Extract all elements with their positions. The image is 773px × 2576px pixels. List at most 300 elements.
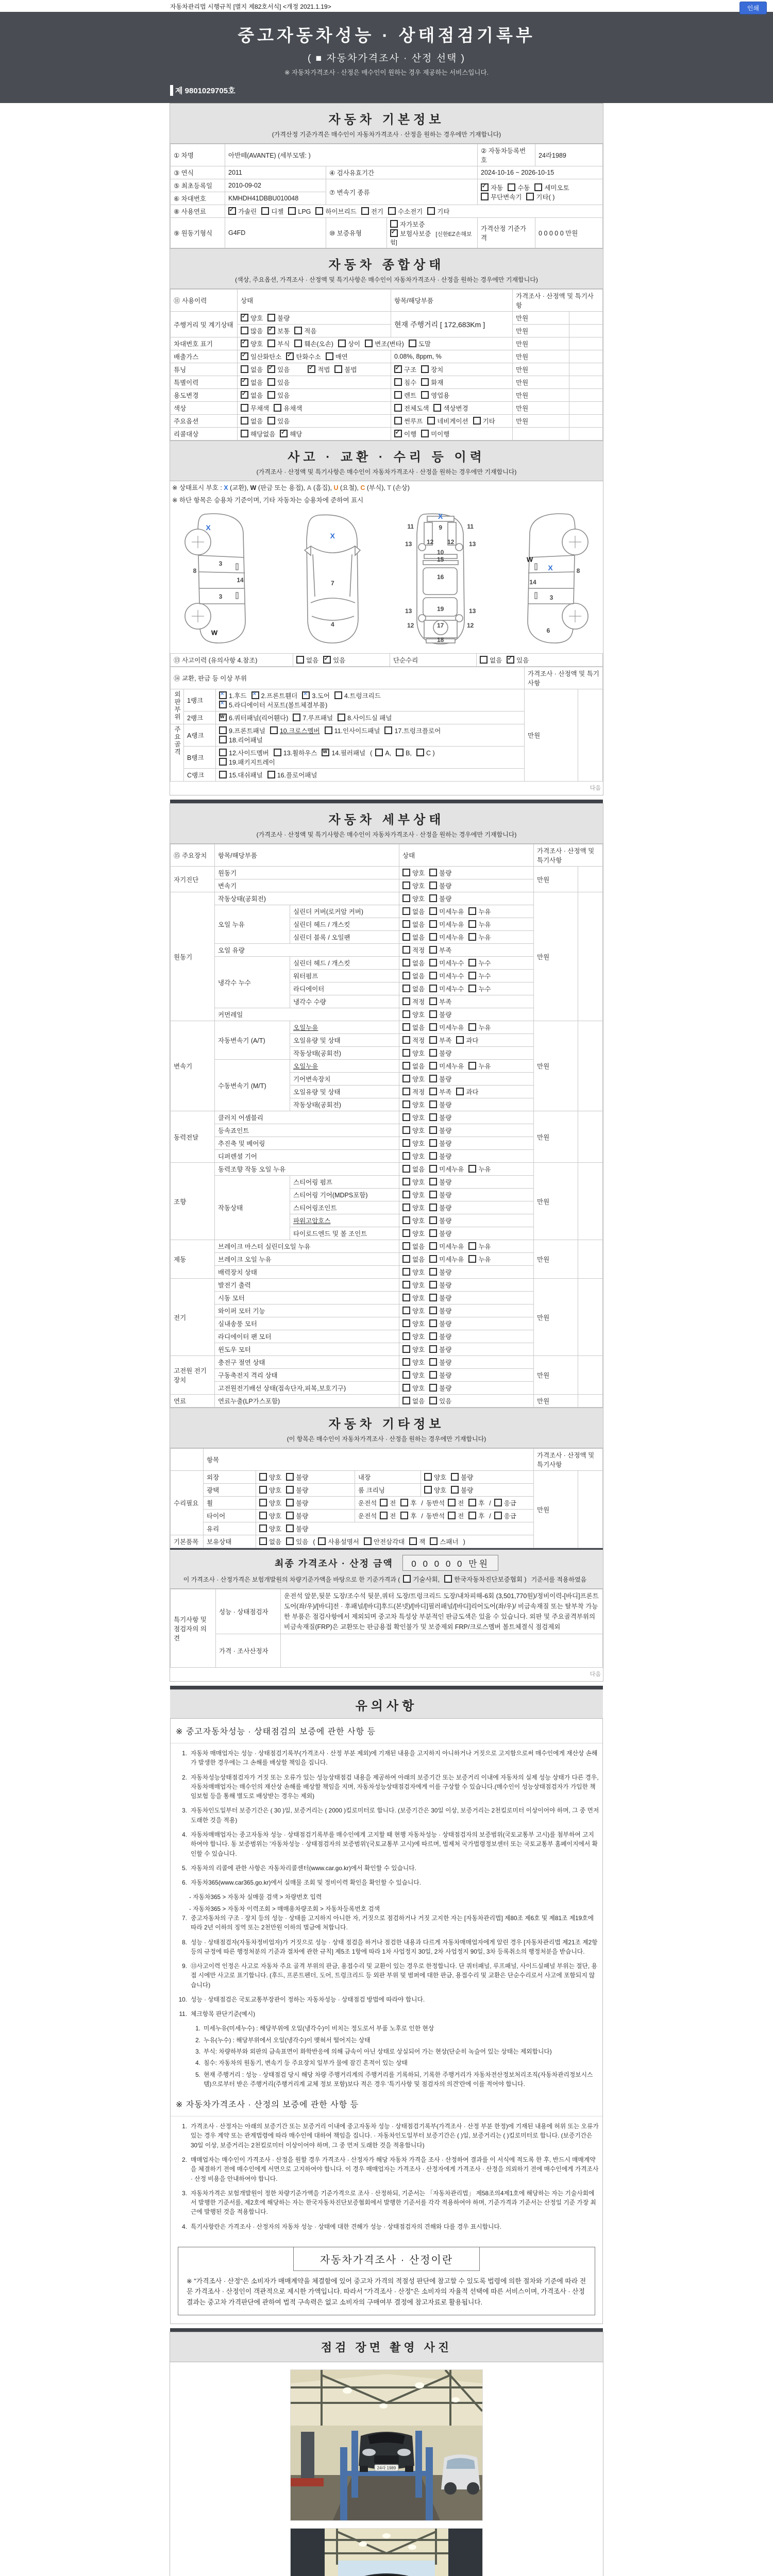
recall-label: 리콜대상 (171, 428, 238, 440)
text: 이 가격조사 · 산정가격은 보험개발원의 차량기준가액을 바탕으로 한 기준가격과 ( (183, 1576, 400, 1583)
checkbox-item (451, 1472, 473, 1482)
checkbox-label: 사용설명서 (328, 1538, 359, 1546)
page-title: 중고자동차성능 · 상태점검기록부 (238, 26, 535, 45)
panel-number: 7 (330, 580, 334, 587)
checkbox-item (402, 1332, 425, 1341)
price-cell: 만원 (534, 1021, 578, 1111)
item-state-options (399, 944, 534, 957)
checkbox-label: 양호 (269, 1500, 282, 1507)
checkbox-item (421, 429, 449, 438)
other-col-blank (171, 1449, 204, 1471)
checkbox (451, 1473, 459, 1481)
page-title-sub: ( ■ 자동차가격조사 · 산정 선택 ) (307, 53, 466, 64)
checkbox-label: 디젤 (271, 208, 284, 215)
checkbox-item (429, 997, 451, 1006)
checkbox-label: 누수 (478, 986, 491, 993)
checkbox (270, 726, 278, 734)
checkbox-item (394, 416, 423, 426)
checkbox (429, 946, 437, 954)
item-state-options (399, 1240, 534, 1253)
checkbox-item (416, 749, 435, 757)
option-label: 주요옵션 (171, 415, 238, 428)
glass-options (256, 1522, 534, 1535)
checkbox (402, 1165, 410, 1173)
device-group-label: 연료 (171, 1395, 215, 1408)
checkbox-item (451, 1485, 473, 1495)
checkbox-label: 미세누유 (439, 908, 464, 916)
checkbox-label: 양호 (412, 883, 425, 890)
checkbox (402, 907, 410, 915)
legend-text: (요철), (338, 484, 361, 492)
checkbox-label: 양호 (412, 1076, 425, 1083)
checkbox-label: 부식 (277, 341, 290, 348)
checkbox (402, 1010, 410, 1018)
checkbox-label: 3.도어 (312, 692, 330, 700)
rank1-label: 1랭크 (184, 689, 216, 711)
checkbox-label: 전 (458, 1500, 464, 1507)
notice-item-text: 자동차365(www.car365.go.kr)에서 실매물 조회 및 정비이력 확인을 확인할 수 있습니다. (191, 1879, 422, 1887)
checkbox (308, 365, 315, 373)
item-state-options (399, 905, 534, 918)
checkbox-label: 있음 (439, 1398, 452, 1405)
checkbox (286, 352, 294, 360)
price-cell: 만원 (513, 376, 569, 389)
checkbox-label: 과다 (466, 1037, 479, 1044)
checkbox (402, 1126, 410, 1134)
mileage-label: 주행거리 및 계기상태 (171, 312, 238, 337)
checkbox-item (338, 713, 392, 722)
checkbox-label: 부족 (439, 1089, 452, 1096)
checkbox (390, 229, 398, 237)
sub-group-label: 오일 누유 (215, 905, 290, 944)
checkbox-item (402, 1319, 425, 1328)
checkbox-label: 있음 (296, 1538, 309, 1546)
checkbox-item (402, 1242, 425, 1251)
item-label: 커먼레일 (215, 1008, 399, 1021)
field-reg-no-label: ② 자동차등록번호 (478, 144, 535, 166)
checkbox-label: 불량 (461, 1487, 474, 1494)
item-state-options (399, 1176, 534, 1189)
checkbox-label: 양호 (412, 1346, 425, 1353)
checkbox (267, 378, 275, 386)
checkbox (394, 430, 402, 437)
checkbox-label: 전기 (371, 208, 383, 215)
notice-sub-item: 2. 누유(누수) : 해당부위에서 오일(냉각수)이 맺혀서 떨어지는 상태 (195, 2036, 371, 2044)
text: ( (313, 1538, 315, 1546)
item-label: 고전원전기배선 상태(접속단자,피복,보호기구) (215, 1382, 399, 1395)
checkbox-item (402, 1139, 425, 1148)
notice-item-text: 자동차인도일부터 보증기간은 ( 30 )일, 보증거리는 ( 2000 )킬로미터로 합니다. (보증기간은 30일 이상, 보증거리는 2천킬로미터 이상이어야 하며, 그 중 먼저 도래한 것을 적용) (191, 1807, 599, 1824)
wheel-positions (355, 1497, 534, 1510)
price-cell: 만원 (513, 363, 569, 376)
checkbox-label: 불량 (439, 1153, 452, 1160)
device-group-label: 조향 (171, 1163, 215, 1240)
overall-col-price: 가격조사 · 산정액 및 특기사항 (513, 290, 603, 312)
other-table (170, 1448, 603, 1548)
checkbox-label: 양호 (412, 1140, 425, 1147)
section-overall (170, 248, 603, 289)
checkbox-label: 양호 (434, 1487, 447, 1494)
rankA-label: A랭크 (184, 724, 216, 747)
checkbox-label: 누수 (478, 973, 491, 980)
notice-subhead-2: ※ 자동차가격조사 · 산정의 보증에 관한 사항 등 (171, 2092, 602, 2116)
checkbox-label: 불량 (296, 1474, 309, 1481)
exchange-price-note (578, 689, 603, 782)
checkbox (473, 417, 481, 425)
checkbox (274, 404, 281, 412)
checkbox (261, 207, 269, 215)
checkbox (429, 1049, 437, 1057)
legend-mark: U (333, 484, 339, 492)
checkbox (219, 771, 227, 778)
price-cell: 만원 (534, 1279, 578, 1356)
checkbox-label: 미이행 (431, 431, 450, 438)
checkbox-item (526, 192, 554, 201)
checkbox-label: 잭 (419, 1538, 426, 1546)
panel-number: 13 (468, 540, 476, 548)
checkbox-item (402, 1177, 425, 1187)
checkbox (402, 959, 410, 967)
checkbox-label: 불량 (439, 1011, 452, 1019)
checkbox-item (219, 757, 275, 767)
checkbox-item (429, 1074, 451, 1083)
checkbox-item (402, 1048, 425, 1058)
checkbox-label: 불량 (296, 1513, 309, 1520)
price-note-cell (569, 363, 603, 376)
checkbox (429, 1242, 437, 1250)
checkbox-item (334, 691, 381, 700)
field-car-name-label: ① 차명 (171, 144, 225, 166)
field-vin-label: ⑥ 차대번호 (171, 192, 225, 205)
item-state-options (399, 1008, 534, 1021)
checkbox-label: 불량 (439, 1140, 452, 1147)
notice-item-number: 9. (182, 1962, 187, 1970)
checkbox (219, 726, 227, 734)
exterior-label: 외장 (204, 1471, 256, 1484)
checkbox (429, 1126, 437, 1134)
accident-history-row (170, 653, 603, 667)
checkbox-item (380, 1511, 396, 1520)
checkbox-item (402, 1255, 425, 1264)
checkbox (267, 340, 275, 347)
checkbox (481, 183, 489, 191)
checkbox-label: 후 (478, 1500, 485, 1507)
checkbox-item (402, 958, 425, 968)
final-price-label: 최종 가격조사 · 산정 금액 (274, 1558, 393, 1569)
checkbox (402, 1332, 410, 1340)
panel-number: 3 (219, 560, 223, 567)
item-label: 클러치 어셈블리 (215, 1111, 399, 1124)
vin-mark-options (238, 337, 513, 350)
checkbox-item (468, 1061, 491, 1071)
checkbox-label: 불량 (439, 883, 452, 890)
device-group-label: 전기 (171, 1279, 215, 1356)
checkbox-item (228, 207, 257, 216)
checkbox-item (468, 1511, 484, 1520)
legend-mark: W (250, 484, 257, 492)
checkbox (429, 1178, 437, 1185)
checkbox-item (429, 1370, 451, 1380)
price-cell: 만원 (513, 325, 569, 337)
panel-number: 13 (405, 540, 412, 548)
checkbox-label: 17.트렁크플로어 (394, 727, 441, 735)
checkbox (402, 1023, 410, 1031)
checkbox-label: 불량 (439, 1179, 452, 1186)
legend-text: (부식), (365, 484, 388, 492)
checkbox-item (241, 352, 281, 361)
price-note-cell (569, 337, 603, 350)
checkbox-label: 없음 (412, 1398, 425, 1405)
checkbox-item (302, 691, 330, 700)
checkbox (251, 691, 259, 699)
checkbox-item (259, 1485, 281, 1495)
checkbox-item (444, 1574, 526, 1584)
item-label: 발전기 출력 (215, 1279, 399, 1292)
notice-item (174, 1913, 599, 1933)
special-history-type (391, 376, 513, 389)
checkbox (293, 714, 300, 721)
checkbox (468, 907, 476, 915)
checkbox-item (394, 429, 416, 438)
checkbox (241, 352, 248, 360)
checkbox-label: 불량 (296, 1487, 309, 1494)
field-inspection-label: ④ 검사유효기간 (326, 166, 478, 179)
price-cell: 만원 (534, 1240, 578, 1279)
option-options (238, 415, 391, 428)
checkbox (429, 894, 437, 902)
checkbox-item (468, 1255, 491, 1264)
checkbox-label: 양호 (412, 1230, 425, 1238)
checkbox (429, 1332, 437, 1340)
panel-number: 18 (436, 636, 444, 643)
checkbox (380, 1499, 388, 1506)
checkbox (241, 314, 248, 321)
checkbox-item (402, 1396, 425, 1405)
glass-label: 유리 (204, 1522, 256, 1535)
checkbox-label: 1.후드 (229, 692, 247, 700)
panel-number: 14 (529, 579, 536, 586)
field-first-reg-label: ⑤ 최초등록일 (171, 179, 225, 192)
item-label: 추진축 및 베어링 (215, 1137, 399, 1150)
checkbox-label: 불량 (439, 1359, 452, 1366)
checkbox-label: 수소전기 (397, 208, 423, 215)
checkbox (429, 972, 437, 979)
sub-group-label: 자동변속기 (A/T) (215, 1021, 290, 1060)
checkbox-item (267, 339, 290, 348)
checkbox (365, 340, 373, 347)
checkbox-label: 불량 (439, 1192, 452, 1199)
checkbox (429, 1036, 437, 1044)
checkbox (286, 1499, 294, 1506)
checkbox-item (429, 984, 464, 993)
checkbox-item (448, 1511, 464, 1520)
item-state-options (399, 1111, 534, 1124)
notice-sub-item: 3. 부식: 차량하부와 외판의 금속표면이 화학반응에 의해 금속이 아닌 상태로 상실되어 가는 현상(단순히 녹슬어 있는 상태는 제외합니다) (195, 2048, 552, 2056)
print-button[interactable]: 인쇄 (740, 2, 767, 14)
checkbox (241, 365, 248, 373)
remarks-side-label: 특기사항 및 점검자의 의견 (171, 1589, 216, 1668)
checkbox (429, 1281, 437, 1289)
checkbox-item (318, 1537, 359, 1546)
notice-item-text: 가격조사 · 산정자는 아래의 보증기간 또는 보증거리 이내에 중고자동차 성능 · 상태점검기록부(가격조사 · 산정 부분 한정)에 기재된 내용에 허위 또는 오류가 있는 경우 계약 또는 관계법령에 따라 매수인에 대하여 책임을 집니다. · 자동차인도일부터 보증기간은 ( )일, 보증거리는 ( )킬로미터로 합니다. (보증기간은 30일 이상, 보증거리는 2천킬로미터 이상이어야 하며, 그 중 먼저 도래한 것을 적용합니다) (191, 2123, 599, 2149)
item-label: 실린더 블록 / 오일팬 (290, 931, 399, 944)
checkbox-item (508, 183, 530, 192)
checkbox-item (429, 1280, 451, 1290)
checkbox-label: 있음 (277, 366, 290, 374)
item-state-options (399, 1214, 534, 1227)
item-label: 원동기 (215, 867, 399, 879)
section-other (170, 1408, 603, 1448)
sub-group-label: 수동변속기 (M/T) (215, 1060, 290, 1111)
section-photos-title: 점검 장면 촬영 사진 (321, 2341, 452, 2354)
checkbox (429, 1268, 437, 1276)
checkbox-item (402, 1074, 425, 1083)
checkbox-label: 5.라디에이터 서포트(볼트체결부품) (229, 702, 328, 709)
checkbox-item (296, 655, 318, 665)
item-label: 파워고압호스 (290, 1214, 399, 1227)
overall-table (170, 289, 603, 440)
checkbox (421, 391, 429, 399)
section-notice-title: 유의사항 (355, 1699, 418, 1713)
other-price-note (578, 1471, 603, 1548)
checkbox-item (429, 1023, 464, 1032)
item-state-options (399, 1382, 534, 1395)
notice-item-text: 자동차성능상태점검자가 거짓 또는 오류가 있는 성능상태점검 내용을 제공하여 아래의 보증기간 또는 보증거리 이내에 자동차의 실제 성능 상태가 다른 경우, 자동차매매업자는 매수인의 재산상 손해를 배상할 책임을 지며, 자동차성능상태점검자에게 이를 구상할 수 있습니다.(매수인이 성능상태점검자가 가입한 책임보험 등을 통해 별도로 배상받는 경우는 제외) (191, 1773, 599, 1800)
checkbox-label: 없음 (412, 934, 425, 941)
checkbox-item (267, 313, 290, 323)
section-photos (170, 2332, 603, 2362)
notice-item-number: 8. (182, 1938, 187, 1946)
item-state-options (399, 892, 534, 905)
overall-col-usage: ⑪ 사용이력 (171, 290, 238, 312)
checkbox-label: 양호 (412, 1372, 425, 1379)
checkbox (429, 1088, 437, 1095)
checkbox-label: 6.쿼터패널(리어휀다) (229, 715, 289, 722)
checkbox (526, 193, 534, 200)
checkbox-item (429, 945, 451, 955)
appraiser-remarks (281, 1634, 603, 1668)
checkbox (267, 365, 275, 373)
checkbox-item (473, 416, 495, 426)
checkbox-item (402, 920, 425, 929)
checkbox (534, 183, 542, 191)
checkbox-label: 없음 (412, 1024, 425, 1031)
checkbox (429, 1397, 437, 1404)
checkbox-item (394, 365, 416, 374)
price-cell: 만원 (513, 350, 569, 363)
checkbox-label: 없음 (412, 973, 425, 980)
checkbox-label: 매연 (335, 353, 348, 361)
checkbox-item (429, 868, 451, 877)
item-label: 실내송풍 모터 (215, 1317, 399, 1330)
checkbox (429, 1229, 437, 1237)
detail-col-device: ⑮ 주요장치 (171, 844, 215, 867)
checkbox (402, 1036, 410, 1044)
notice-item-text: 중고자동차의 구조 · 장치 등의 성능 · 상태를 고지하지 아니한 자, 거짓으로 점검하거나 거짓 고지한 자는 [자동차관리법] 제80조 제6호 및 제81조 제19호에 따라 2년 이하의 징역 또는 2천만원 이하의 벌금에 처합니다. (191, 1914, 594, 1931)
panel-number: 6 (546, 627, 550, 634)
notice-sub-item: 5. 현재 주행거리 : 성능 · 상태점검 당시 해당 차량 주행거리계의 주행거리를 기록하되, 기록한 주행거리가 자동차전산정보처리조직(자동차관리정보시스템)으로부터 받은 주행거리(주행거리계 교체 정보 포함)보다 적은 경우 '특기사항 및 점검자의 의견'란에 이를 적어야 합니다. (195, 2071, 593, 2088)
checkbox-label: 보통 (277, 328, 290, 335)
checkbox-item (429, 1293, 451, 1302)
checkbox-item (402, 1358, 425, 1367)
next-link[interactable]: 다음 (590, 785, 601, 791)
checkbox-label: 색상변경 (443, 405, 468, 412)
car-damage-diagrams (170, 506, 603, 653)
price-note-cell (578, 1163, 603, 1240)
checkbox (384, 726, 392, 734)
item-label: 스티어링조인트 (290, 1201, 399, 1214)
checkbox (468, 985, 476, 992)
mileage-state-row1 (238, 312, 391, 325)
rankB-items (216, 747, 525, 769)
checkbox-item (394, 403, 429, 413)
notice-item (174, 1806, 599, 1825)
checkbox-label: 미세누유 (439, 934, 464, 941)
checkbox (508, 183, 515, 191)
checkbox (338, 714, 345, 721)
checkbox (429, 1152, 437, 1160)
next-link[interactable]: 다음 (590, 1671, 601, 1677)
checkbox (429, 1100, 437, 1108)
checkbox (325, 726, 332, 734)
overall-col-state: 상태 (238, 290, 391, 312)
price-note-cell (569, 325, 603, 337)
checkbox-item (380, 1498, 396, 1507)
item-label: 구동축전지 격리 상태 (215, 1369, 399, 1382)
panel-number: 10 (436, 549, 444, 556)
simple-repair-label: 단순수리 (390, 654, 477, 667)
notice-item (174, 1773, 599, 1801)
basic-info-table (170, 144, 603, 248)
field-fuel-label: ⑧ 사용연료 (171, 205, 225, 218)
wheel-label: 휠 (204, 1497, 256, 1510)
price-cell: 만원 (534, 1356, 578, 1395)
accident-history-options (293, 654, 390, 667)
checkbox-item (429, 1358, 451, 1367)
price-appraisal-box (178, 2247, 595, 2315)
item-label: 브레이크 오일 누유 (215, 1253, 399, 1266)
checkbox (402, 1294, 410, 1301)
checkbox-label: 상이 (347, 341, 361, 348)
text: / (421, 1513, 423, 1520)
checkbox (429, 997, 437, 1005)
checkbox-item (375, 749, 391, 757)
checkbox (390, 220, 398, 228)
checkbox (402, 1113, 410, 1121)
checkbox (402, 1358, 410, 1366)
checkbox-label: 불량 (439, 1114, 452, 1122)
other-col-item: 항목 (204, 1449, 534, 1471)
notice-item-number: 1. (182, 2123, 187, 2130)
checkbox (456, 1036, 464, 1044)
form-reference-note: 자동차관리법 시행규칙 [별지 제82호서식] <개정 2021.1.19> (170, 3, 331, 10)
section-notice (170, 1689, 603, 1719)
item-label: 워터펌프 (290, 970, 399, 982)
checkbox (429, 869, 437, 876)
checkbox-label: 없음 (412, 1243, 425, 1250)
notice-item-number: 3. (182, 1807, 187, 1815)
checkbox (402, 920, 410, 928)
checkbox-label: 없음 (306, 657, 319, 664)
checkbox (429, 1358, 437, 1366)
checkbox-label: 후 (410, 1513, 417, 1520)
svg-text:24라 1989: 24라 1989 (377, 2466, 396, 2471)
section-accident-title: 사고 · 교환 · 수리 등 이력 (288, 450, 485, 464)
checkbox (429, 1307, 437, 1314)
checkbox-label: 적정 (412, 1089, 425, 1096)
checkbox-item (286, 1498, 308, 1507)
special-history-label: 특별이력 (171, 376, 238, 389)
